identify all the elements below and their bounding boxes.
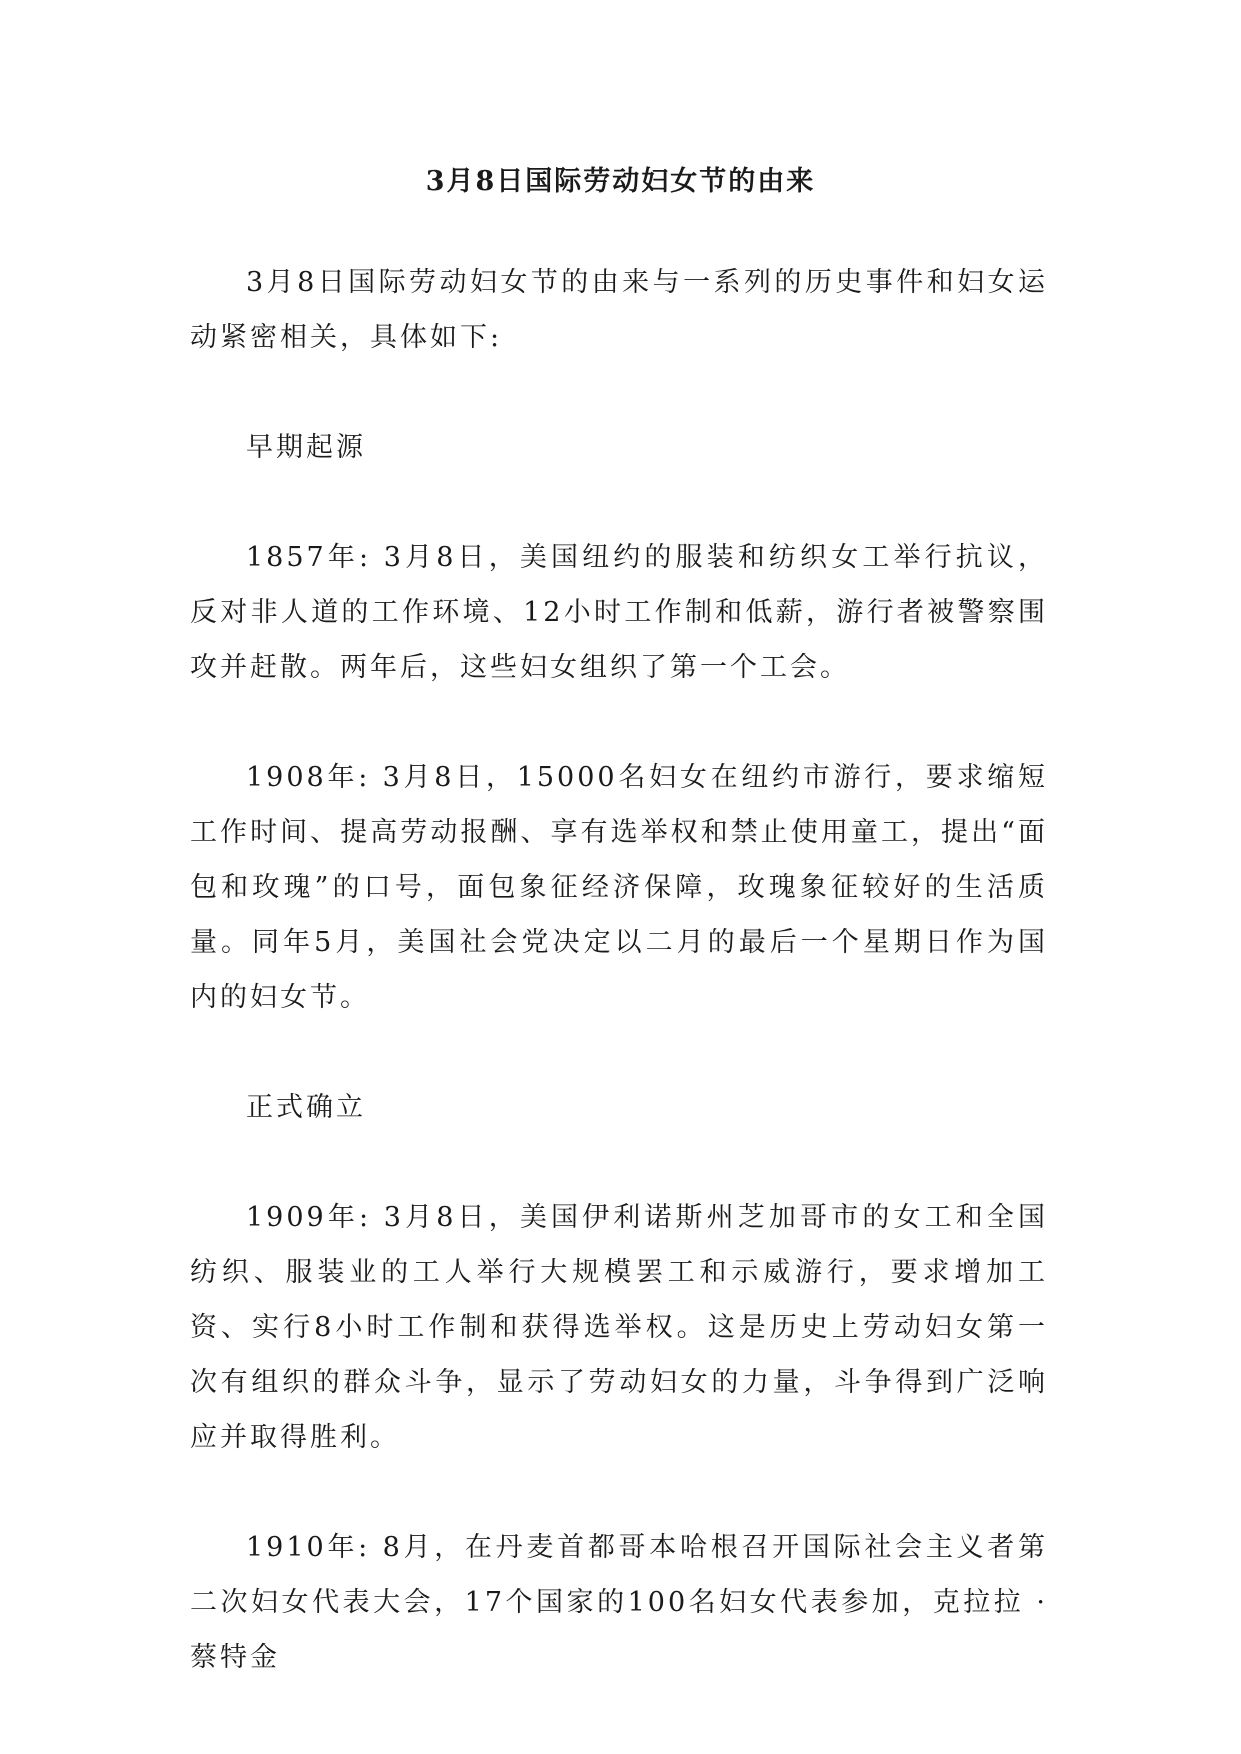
section-heading-official-establishment: 正式确立 [246, 1092, 366, 1123]
paragraph-1910: 1910年: 8月，在丹麦首都哥本哈根召开国际社会主义者第二次妇女代表大会，17个国家的100名妇女代表参加，克拉拉 · 蔡特金 [190, 1532, 1048, 1673]
paragraph-1908: 1908年: 3月8日，15000名妇女在纽约市游行，要求缩短工作时间、提高劳动报酬、享有选举权和禁止使用童工，提出“面包和玫瑰”的口号，面包象征经济保障，玫瑰象征较好的生活质量。同年5月，美国社会党决定以二月的最后一个星期日作为国内的妇女节。 [190, 762, 1048, 1013]
section-heading-early-origin: 早期起源 [246, 432, 366, 463]
paragraph-1909: 1909年: 3月8日，美国伊利诺斯州芝加哥市的女工和全国纺织、服装业的工人举行大规模罢工和示威游行，要求增加工资、实行8小时工作制和获得选举权。这是历史上劳动妇女第一次有组织的群众斗争，显示了劳动妇女的力量，斗争得到广泛响应并取得胜利。 [190, 1202, 1048, 1453]
paragraph-intro: 3月8日国际劳动妇女节的由来与一系列的历史事件和妇女运动紧密相关，具体如下: [190, 267, 1048, 353]
paragraph-1857: 1857年: 3月8日，美国纽约的服装和纺织女工举行抗议，反对非人道的工作环境、12小时工作制和低薪，游行者被警察围攻并赶散。两年后，这些妇女组织了第一个工会。 [190, 542, 1048, 683]
document-body [190, 255, 1048, 1740]
document-title: 3月8日国际劳动妇女节的由来 [425, 166, 816, 197]
